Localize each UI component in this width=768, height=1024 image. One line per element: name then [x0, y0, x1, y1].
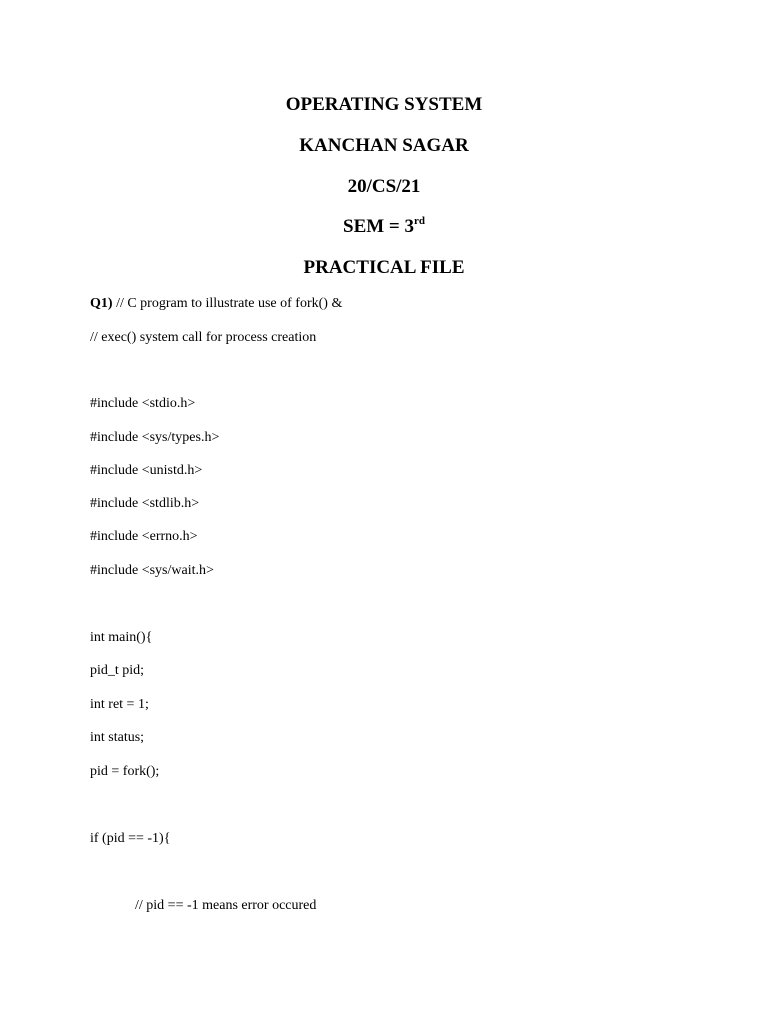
question-line-1 — [90, 295, 342, 313]
semester-text: SEM = 3 — [343, 216, 414, 237]
code-line-include: #include <sys/types.h> — [90, 430, 220, 445]
question-line-2: // exec() system call for process creation — [90, 330, 317, 345]
code-line-include: #include <stdlib.h> — [90, 496, 200, 511]
semester — [0, 215, 768, 239]
student-name: KANCHAN SAGAR — [299, 135, 469, 156]
code-line-pid-decl: pid_t pid; — [90, 663, 145, 678]
practical-file-title: PRACTICAL FILE — [303, 257, 465, 278]
code-line-include: #include <sys/wait.h> — [90, 563, 214, 578]
code-line-include: #include <stdio.h> — [90, 396, 196, 411]
code-line-include: #include <unistd.h> — [90, 463, 203, 478]
code-line-main: int main(){ — [90, 630, 153, 645]
code-line-if: if (pid == -1){ — [90, 831, 171, 846]
code-line-status-decl: int status; — [90, 730, 145, 745]
code-line-comment: // pid == -1 means error occured — [135, 898, 317, 913]
semester-superscript: rd — [414, 215, 425, 227]
question-label: Q1) — [90, 296, 113, 311]
subject-title: OPERATING SYSTEM — [285, 94, 483, 115]
code-line-include: #include <errno.h> — [90, 529, 198, 544]
question-text: // C program to illustrate use of fork() & — [112, 296, 343, 311]
code-line-fork: pid = fork(); — [90, 764, 160, 779]
code-line-ret-decl: int ret = 1; — [90, 697, 149, 712]
roll-number: 20/CS/21 — [347, 176, 421, 197]
